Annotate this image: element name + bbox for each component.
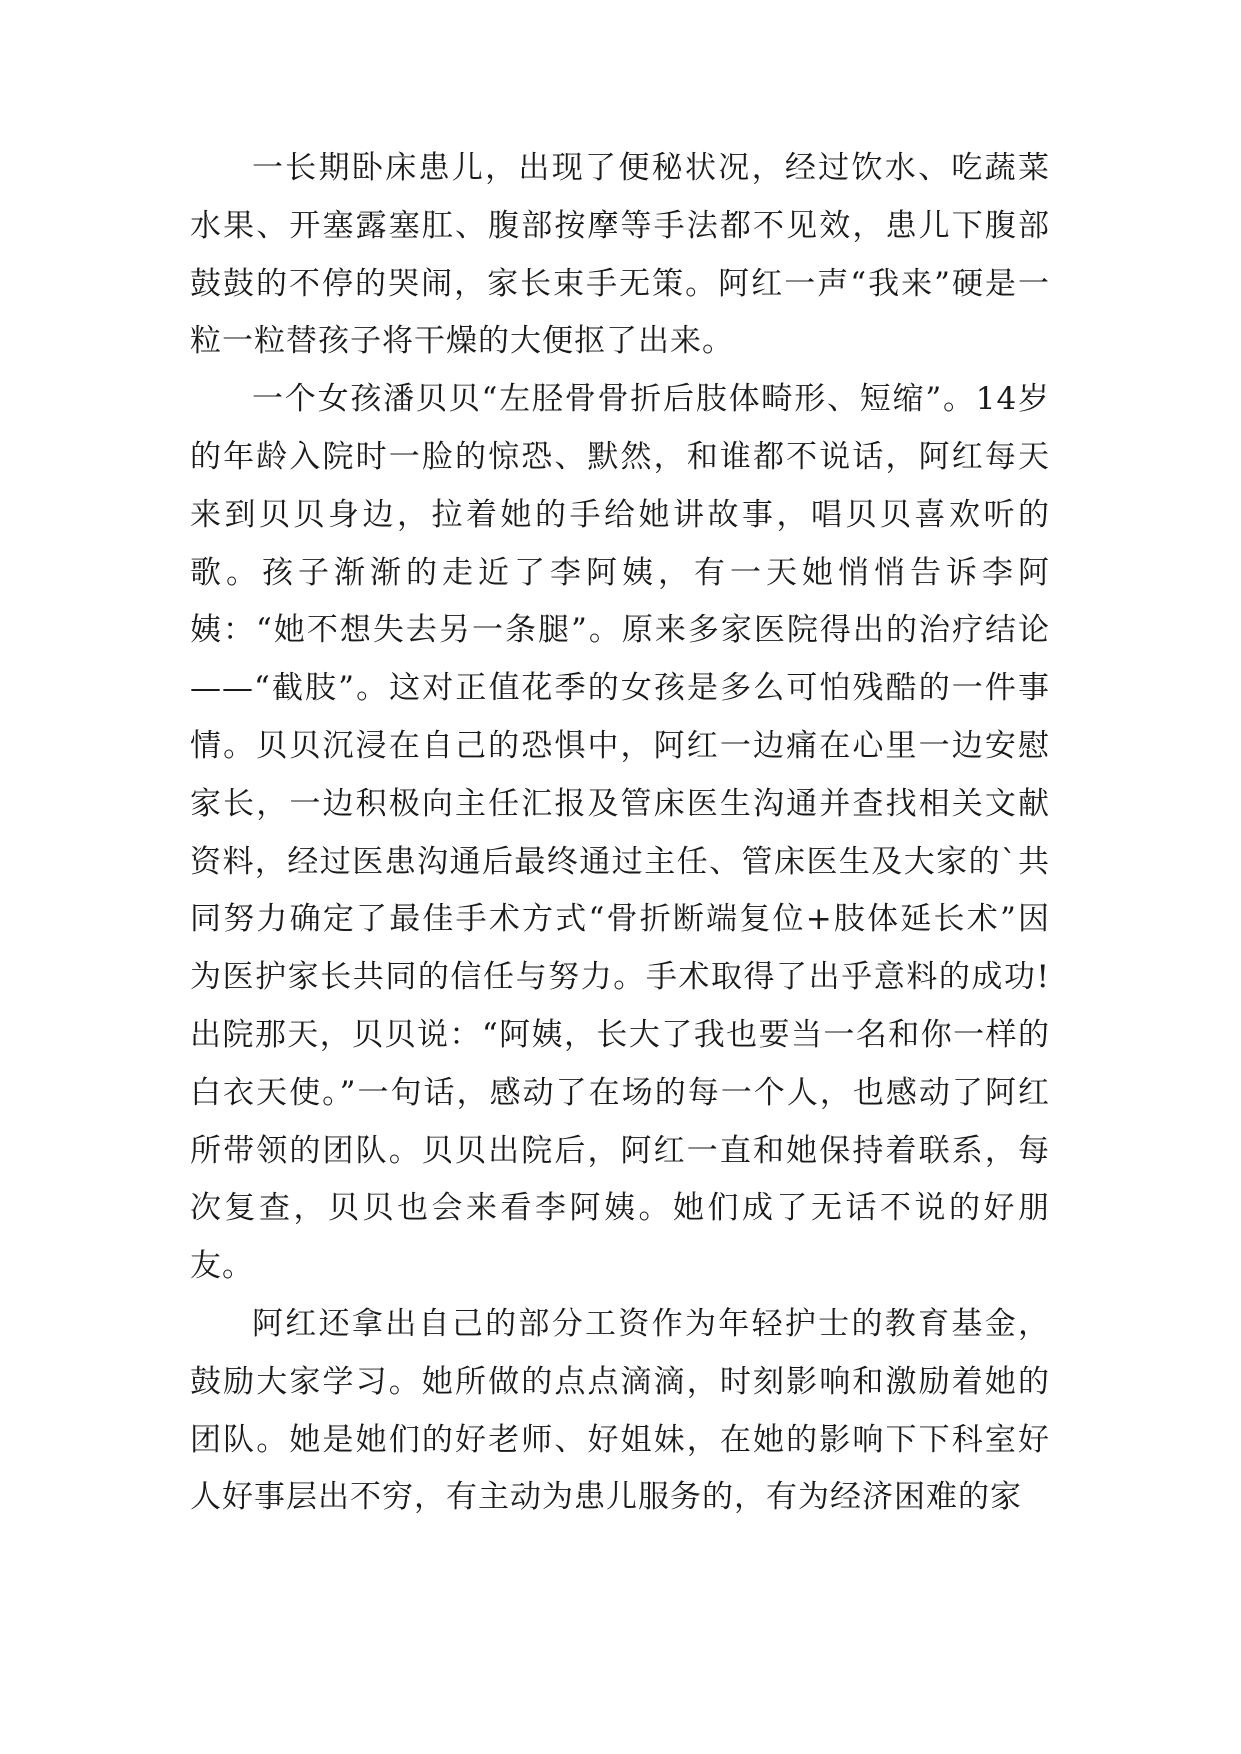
- paragraph-education-fund: 阿红还拿出自己的部分工资作为年轻护士的教育基金，鼓励大家学习。她所做的点点滴滴，时刻影响和激励着她的团队。她是她们的好老师、好姐妹，在她的影响下下科室好人好事层出不穷，有主动为患儿服务的，有为经济困难的家: [190, 1305, 1050, 1516]
- paragraph-beibei-story: 一个女孩潘贝贝“左胫骨骨折后肢体畸形、短缩”。14岁的年龄入院时一脸的惊恐、默然，和谁都不说话，阿红每天来到贝贝身边，拉着她的手给她讲故事，唱贝贝喜欢听的歌。孩子渐渐的走近了李阿姨，有一天她悄悄告诉李阿姨：“她不想失去另一条腿”。原来多家医院得出的治疗结论——“截肢”。这对正值花季的女孩是多么可怕残酷的一件事情。贝贝沉浸在自己的恐惧中，阿红一边痛在心里一边安慰家长，一边积极向主任汇报及管床医生沟通并查找相关文献资料，经过医患沟通后最终通过主任、管床医生及大家的`共同努力确定了最佳手术方式“骨折断端复位+肢体延长术”因为医护家长共同的信任与努力。手术取得了出乎意料的成功!出院那天，贝贝说：“阿姨，长大了我也要当一名和你一样的白衣天使。”一句话，感动了在场的每一个人，也感动了阿红所带领的团队。贝贝出院后，阿红一直和她保持着联系，每次复查，贝贝也会来看李阿姨。她们成了无话不说的好朋友。: [190, 381, 1050, 1285]
- paragraph-constipation-care: 一长期卧床患儿，出现了便秘状况，经过饮水、吃蔬菜水果、开塞露塞肛、腹部按摩等手法都不见效，患儿下腹部鼓鼓的不停的哭闹，家长束手无策。阿红一声“我来”硬是一粒一粒替孩子将干燥的大便抠了出来。: [190, 150, 1050, 360]
- document-page: [190, 140, 1050, 1527]
